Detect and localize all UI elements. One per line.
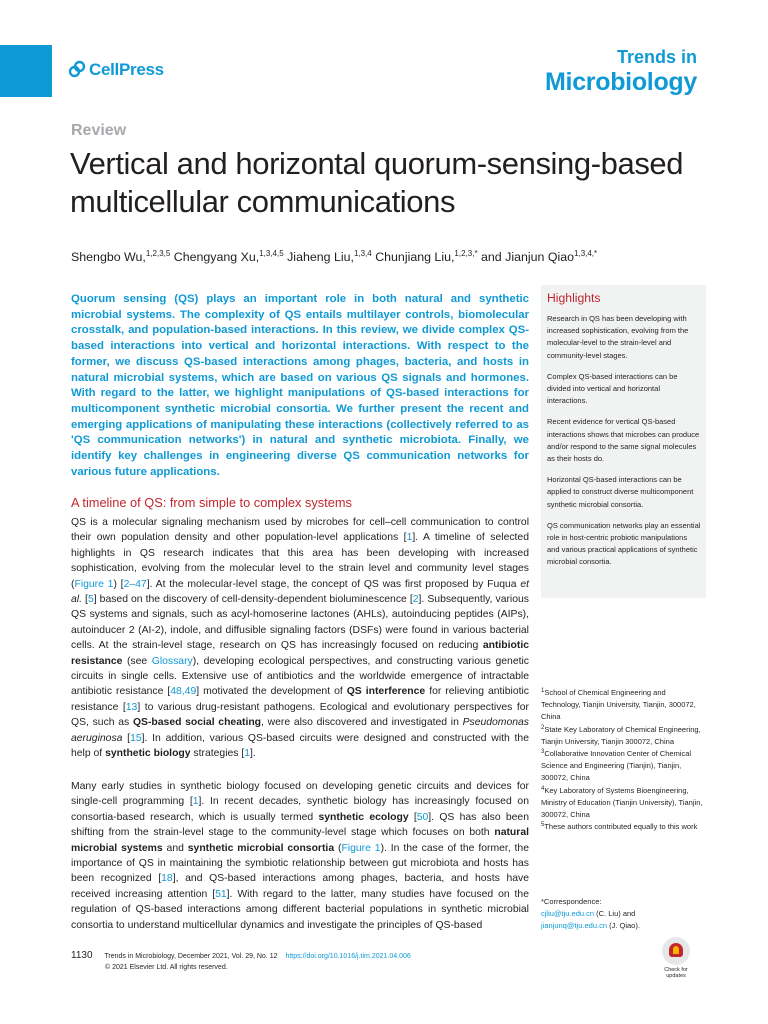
- glossary-term: natural microbial systems: [71, 827, 529, 854]
- article-title: Vertical and horizontal quorum-sensing-based multicellular communications: [70, 146, 684, 219]
- check-updates-icon: [662, 937, 690, 965]
- author-name: Chunjiang Liu,: [371, 250, 455, 264]
- text-run: and: [162, 842, 188, 854]
- journal-color-tab: [0, 45, 52, 97]
- highlight-item: QS communication networks play an essential role in host-centric probiotic manipulations and various practical applications of synthetic microbial consortia.: [547, 520, 701, 567]
- text-run: [: [81, 594, 88, 606]
- correspondence: *Correspondence: cjliu@tju.edu.cn (C. Liu) and jianjunq@tju.edu.cn (J. Qiao).: [541, 896, 706, 933]
- highlight-item: Complex QS-based interactions can be divided into vertical and horizontal interactions.: [547, 371, 678, 406]
- text-run: ].: [250, 748, 256, 760]
- section-heading: A timeline of QS: from simple to complex systems: [71, 495, 352, 510]
- text-run: for relieving antibiotic resistance [: [71, 686, 529, 713]
- cellpress-icon: [68, 60, 86, 78]
- text-run: ] to various drug-resistant pathogens. Ecological and evolutionary perspectives for QS, such as: [71, 701, 529, 729]
- page-number: 1130: [71, 950, 93, 961]
- author-affiliation-marks: 1,3,4,*: [574, 249, 598, 258]
- correspondence-label: *Correspondence:: [541, 897, 602, 906]
- author-name: Chengyang Xu,: [170, 250, 260, 264]
- affiliation-item: $^4$Key Laboratory of Systems Bioengineering, Ministry of Education (Tianjin University), Tianjin, 300072, China: [541, 785, 703, 820]
- text-run: ] based on the discovery of cell-density-dependent bioluminescence [: [93, 594, 413, 606]
- highlights-title: Highlights: [547, 291, 601, 305]
- journal-title[interactable]: [545, 48, 697, 95]
- text-run: ]. QS has also been shifting from the strain-level stage to the community-level stage which focuses on both: [71, 811, 529, 839]
- reference-link[interactable]: 18: [161, 873, 173, 885]
- text-run: ] motivated the development of: [196, 686, 347, 698]
- author-name: and Jianjun Qiao: [477, 250, 575, 264]
- check-updates-label: Check for updates: [664, 967, 688, 979]
- email-link-qiao[interactable]: jianjunq@tju.edu.cn: [541, 921, 607, 931]
- reference-link[interactable]: 2–47: [123, 578, 147, 590]
- publisher-logo[interactable]: [68, 60, 164, 80]
- text-run: ], and QS-based interactions among phages, bacteria, and hosts have received increasing attention [: [71, 873, 529, 900]
- copyright: © 2021 Elsevier Ltd. All rights reserved.: [105, 964, 228, 971]
- highlight-item: Research in QS has been developing with increased sophistication, evolving from the molecular-level to the strain-level and community-level stages.: [547, 314, 689, 360]
- journal-title-line2: Microbiology: [545, 68, 697, 96]
- page-footer: [71, 950, 531, 971]
- text-run: , were also discovered and investigated in: [261, 717, 463, 729]
- glossary-term: antibiotic resistance: [71, 640, 529, 667]
- glossary-term: synthetic microbial consortia: [187, 842, 335, 854]
- glossary-term: synthetic biology: [105, 748, 191, 760]
- reference-link[interactable]: 15: [130, 732, 142, 744]
- text-run: Many early studies in synthetic biology focused on developing genetic circuits and devices for single-cell programming [: [71, 781, 529, 808]
- reference-link[interactable]: 1: [406, 532, 413, 544]
- reference-link[interactable]: 1: [192, 796, 199, 808]
- reference-link[interactable]: Glossary: [151, 655, 193, 667]
- italic-text: Pseudomonas aeruginosa: [71, 717, 529, 744]
- author-affiliation-marks: 1,3,4,5: [259, 249, 284, 258]
- text-run: ]. In addition, various QS-based circuits were designed and constructed with the help of: [71, 732, 529, 760]
- author-affiliation-marks: 1,3,4: [353, 249, 372, 258]
- reference-link[interactable]: 5: [87, 594, 94, 606]
- reference-link[interactable]: 2: [412, 594, 419, 606]
- glossary-term: QS-based social cheating: [132, 717, 262, 729]
- affiliation-item: $^1$School of Chemical Engineering and Technology, Tianjin University, Tianjin, 300072, China: [541, 688, 696, 722]
- doi-link[interactable]: https://doi.org/10.1016/j.tim.2021.04.006: [285, 953, 411, 960]
- reference-link[interactable]: 50: [416, 811, 429, 823]
- article-type: Review: [71, 122, 127, 139]
- text-run: QS is a molecular signaling mechanism used by microbes for cell–cell communication to control their own population density and other population-level applications [: [71, 517, 529, 544]
- highlights-box: [541, 285, 706, 598]
- text-run: ]. Subsequently, various QS systems and signals, such as acyl-homoserine lactones (AHLs), autoinducing peptides (AIPs), autoinducer 2 (AI-2), indole, and diffusible signaling factors (DSFs) were found in various bacterial cells. At the strain-level stage, research on QS has increasingly focused on reducing: [71, 594, 529, 652]
- check-for-updates-badge[interactable]: [660, 937, 692, 983]
- author-affiliation-marks: 1,2,3,5: [145, 249, 171, 258]
- text-run: [: [408, 811, 417, 823]
- text-run: strategies [: [190, 748, 245, 760]
- text-run: ]. At the molecular-level stage, the concept of QS was first proposed by Fuqua: [146, 578, 521, 590]
- reference-link[interactable]: 51: [215, 888, 227, 900]
- text-run: (see: [122, 655, 152, 667]
- text-run: ). In the case of the former, the importance of QS in maintaining the symbiotic relationship between gut microbiota and hosts has been recognized [: [71, 842, 529, 885]
- affiliation-item: $^3$Collaborative Innovation Center of Chemical Science and Engineering (Tianjin), Tianjin, 300072, China: [541, 749, 692, 783]
- reference-link[interactable]: Figure 1: [341, 842, 381, 854]
- text-run: [: [122, 732, 131, 744]
- text-run: ), developing ecological perspectives, and constructing various genetic circuits in single cells. Extensive use of antibiotics and the worldwide emergence of intractable antibiotic resistance [: [71, 655, 529, 698]
- author-list: [71, 250, 711, 264]
- text-run: ) [: [113, 578, 124, 590]
- email-link-liu[interactable]: cjliu@tju.edu.cn: [541, 909, 595, 919]
- reference-link[interactable]: 13: [125, 701, 138, 713]
- reference-link[interactable]: 1: [244, 748, 251, 760]
- reference-link[interactable]: 48,49: [170, 686, 197, 698]
- author-name: Shengbo Wu,: [71, 250, 146, 264]
- reference-link[interactable]: Figure 1: [74, 578, 114, 590]
- publisher-name: CellPress: [89, 60, 164, 79]
- text-run: (: [334, 842, 342, 854]
- glossary-term: QS interference: [346, 686, 426, 698]
- highlight-item: Recent evidence for vertical QS-based interactions shows that microbes can produce and/or respond to the same signal molecules as their hosts do.: [547, 417, 700, 464]
- affiliation-item: $^5$These authors contributed equally to this work: [541, 822, 698, 832]
- affiliation-item: $^2$State Key Laboratory of Chemical Engineering, Tianjin University, Tianjin 300072, China: [541, 724, 701, 746]
- journal-title-line1: Trends in: [616, 47, 697, 67]
- author-affiliation-marks: 1,2,3,*: [454, 249, 478, 258]
- journal-citation: Trends in Microbiology, December 2021, Vol. 29, No. 12: [104, 953, 278, 960]
- glossary-term: synthetic ecology: [318, 811, 409, 823]
- affiliations: [541, 687, 706, 833]
- text-run: ]. In recent decades, synthetic biology has increasingly focused on consortia-based research, which is usually termed: [71, 796, 529, 823]
- abstract: Quorum sensing (QS) plays an important role in both natural and synthetic microbial systems. The complexity of QS entails multilayer controls, biomolecular crosstalk, and population-based interactions. In this review, we divide complex QS-based interactions into vertical and horizontal interactions. With respect to the former, we discuss QS-based interactions among phages, bacteria, and hosts in natural microbial systems, which are based on various QS signals and hormones. With regard to the latter, we highlight manipulations of QS-based interactions for multicomponent synthetic microbial consortia. We further present the recent and emerging applications of manipulating these interactions (collectively referred to as 'QS communication networks') in natural and synthetic microbiota. Finally, we identify key challenges in engineering diverse QS communication networks for various future applications.: [71, 293, 529, 478]
- highlight-item: Horizontal QS-based interactions can be applied to construct diverse multicomponent synthetic microbial consortia.: [547, 475, 694, 509]
- author-name: Jiaheng Liu,: [283, 250, 354, 264]
- body-paragraph-2: [71, 779, 529, 933]
- text-run: ]. A timeline of selected highlights in QS research indicates that this area has been developing with increased sophistication, evolving from the molecular level to the strain level and community level stages (: [71, 532, 529, 590]
- body-paragraph-1: [71, 515, 529, 762]
- text-run: ]. With regard to the latter, many studies have focused on the regulation of QS-based interactions among different bacterial populations in synthetic microbial consortia to understand multicellular dynamics and investigate the principles of QS-based: [71, 888, 529, 931]
- italic-text: et al.: [71, 578, 529, 606]
